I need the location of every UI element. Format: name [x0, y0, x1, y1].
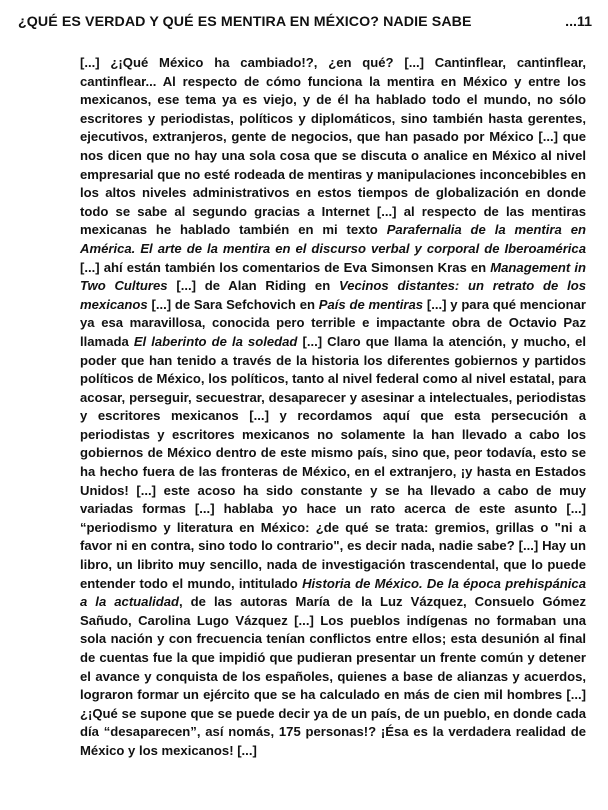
book-title-italic: El arte de la mentira en el discurso verbal y corporal de Iberoamérica	[140, 240, 586, 256]
body-text-segment: [...] y para qué mencionar ya esa maravillosa, conocida pero terrible e impactante obra de Octavio Paz llamada	[80, 296, 587, 349]
body-text-segment: , de las autoras María de la Luz Vázquez, Consuelo Gómez Sañudo, Carolina Lugo Vázquez [...] Los pueblos indígenas no formaban una sola nación y con frecuencia tenían conflictos entre ellos; esta desunión al final de cuentas fue la que impidió que pudieran presentar un frente común y detener el avance y conquista de los españoles, quienes a base de alianzas y acuerdos, lograron formar un ejército que se ha calculado en más de cien mil hombres [...] ¿¡Qué se supone que se puede decir ya de un país, de un pueblo, en donde cada día “desaparecen”, así nomás, 175 personas!? ¡Ésa es la verdadera realidad de México y los mexicanos! [...]	[80, 594, 586, 758]
book-title-italic: El laberinto de la soledad	[133, 333, 298, 349]
book-title-italic: País de mentiras	[318, 296, 424, 312]
body-text-segment: [...] de Alan Riding en	[167, 278, 339, 294]
book-title-italic: Management in Two Cultures	[80, 259, 586, 294]
body-text-segment: [...] ¿¡Qué México ha cambiado!?, ¿en qué? [...] Cantinflear, cantinflear, cantinflear... Al respecto de cómo funciona la mentira en México y entre los mexicanos, ese tema ya es viejo, y de él ha hablado todo el mundo, no sólo escritores y periodistas, políticos y diplomáticos, sino también hasta gerentes, ejecutivos, extranjeros, gente de negocios, que han pasado por México [...] que nos dicen que no hay una sola cosa que se discuta o analice en México al nivel empresarial que no esté rodeada de mentiras y manipulaciones inconcebibles en los altos niveles administrativos en estos tiempos de globalización en donde todo se sabe al segundo gracias a Internet [...] al respecto de las mentiras mexicanas he hablado también en mi texto	[80, 55, 586, 238]
page-number: ...11	[565, 14, 592, 30]
book-title-italic: Historia de México. De la época prehispánica a la actualidad	[80, 575, 586, 610]
body-text-segment: [...] de Sara Sefchovich en	[147, 296, 319, 312]
page-header	[0, 14, 608, 36]
running-header-title: ¿QUÉ ES VERDAD Y QUÉ ES MENTIRA EN MÉXICO? NADIE SABE	[18, 14, 472, 30]
body-paragraph	[80, 54, 586, 761]
book-title-italic: Vecinos distantes: un retrato de los mexicanos	[80, 278, 586, 312]
body-text-segment: [...] ahí están también los comentarios de Eva Simonsen Kras en	[80, 259, 491, 275]
book-title-italic: Parafernalia de la mentira en América.	[80, 222, 586, 256]
body-text-segment: [...] Claro que llama la atención, y mucho, el poder que han tenido a través de la historia los diferentes gobiernos y partidos políticos de México, los políticos, tanto al nivel federal como al nivel estatal, para acosar, perseguir, secuestrar, desaparecer y asesinar a intelectuales, periodistas y escritores mexicanos [...] y recordamos aquí que esta persecución a periodistas y escritores mexicanos no solamente la han llevado a cabo los gobiernos de México dentro de este mismo país, sino que, peor todavía, esto se ha hecho fuera de las fronteras de México, en el extranjero, ¡y hasta en Estados Unidos! [...] este acoso ha sido constante y se ha llevado a cabo de muy variadas formas [...] hablaba yo hace un rato acerca de este asunto [...] “periodismo y literatura en México: ¿de qué se trata: gremios, grillas o "ni a favor ni en contra, sino todo lo contrario", es decir nada, nadie sabe? [...] Hay un libro, un librito muy sencillo, nada de investigación trascendental, que lo puede entender todo el mundo, intitulado	[80, 333, 586, 591]
